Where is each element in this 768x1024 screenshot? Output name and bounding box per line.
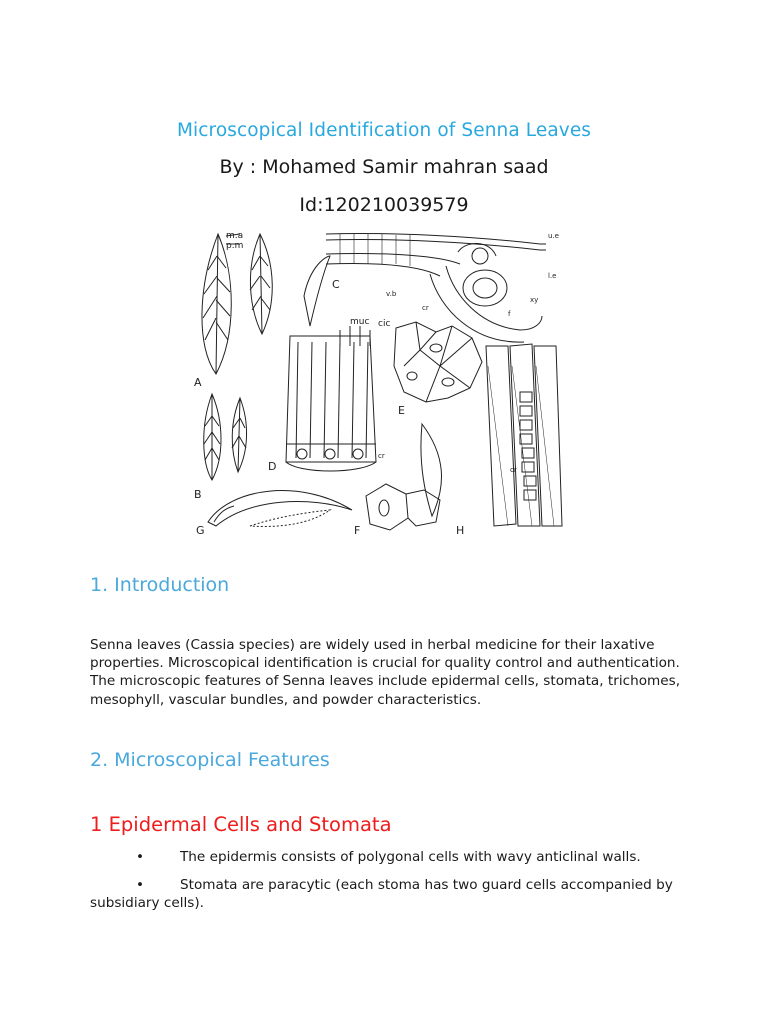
introduction-heading: 1. Introduction [90,574,230,596]
label-a: A [194,376,202,389]
palisade-d-drawing [286,256,376,471]
bullet-symbol: • [136,877,145,893]
label-ma: m.a [226,231,244,241]
bullet-text-1: The epidermis consists of polygonal cells with wavy anticlinal walls. [180,849,641,865]
document-title: Microscopical Identification of Senna Leaves [176,120,592,141]
fibers-h-drawing [486,344,562,526]
trichome-f-drawing [366,424,441,530]
label-ue: u.e [548,232,559,240]
label-f-small: f [508,310,511,318]
introduction-paragraph: Senna leaves (Cassia species) are widely used in herbal medicine for their laxative properties. Microscopical identification is crucial for quality control and authentication. The microscopic features of Senna leaves include epidermal cells, stomata, trichomes, mesophyll, vascular bundles, and powder characteristics. [90,637,681,708]
label-le: l.e [548,272,557,280]
bullet-text-2: Stomata are paracytic (each stoma has two guard cells accompanied by subsidiary cells). [90,877,673,911]
label-cr-3: cr [510,466,517,474]
epidermal-subheading: 1 Epidermal Cells and Stomata [90,813,392,836]
label-xy: xy [530,296,539,304]
label-h: H [456,524,465,537]
label-e: E [398,404,405,417]
label-cic: cic [378,319,391,329]
label-vb: v.b [386,290,397,298]
label-c: C [332,278,340,291]
senna-microscopy-figure [190,226,576,538]
bullet-item-2 [90,876,690,912]
label-f: F [354,524,361,537]
bullet-symbol: • [136,849,145,865]
epidermis-e-drawing [394,322,482,402]
label-cr-1: cr [378,452,385,460]
features-heading: 2. Microscopical Features [90,749,330,771]
label-b: B [194,488,202,501]
leaflet-b-drawing [204,394,247,480]
bullet-item-1 [90,848,690,866]
label-d: D [268,460,277,473]
label-pm: p.m [226,241,244,251]
label-muc: muc [350,317,370,327]
student-id-line: Id:120210039579 [299,194,469,216]
label-cr-2: cr [422,304,429,312]
leaflet-a-drawing [202,234,272,374]
author-line: By : Mohamed Samir mahran saad [219,156,549,178]
trichome-g-drawing [208,491,352,527]
label-g: G [196,524,205,537]
